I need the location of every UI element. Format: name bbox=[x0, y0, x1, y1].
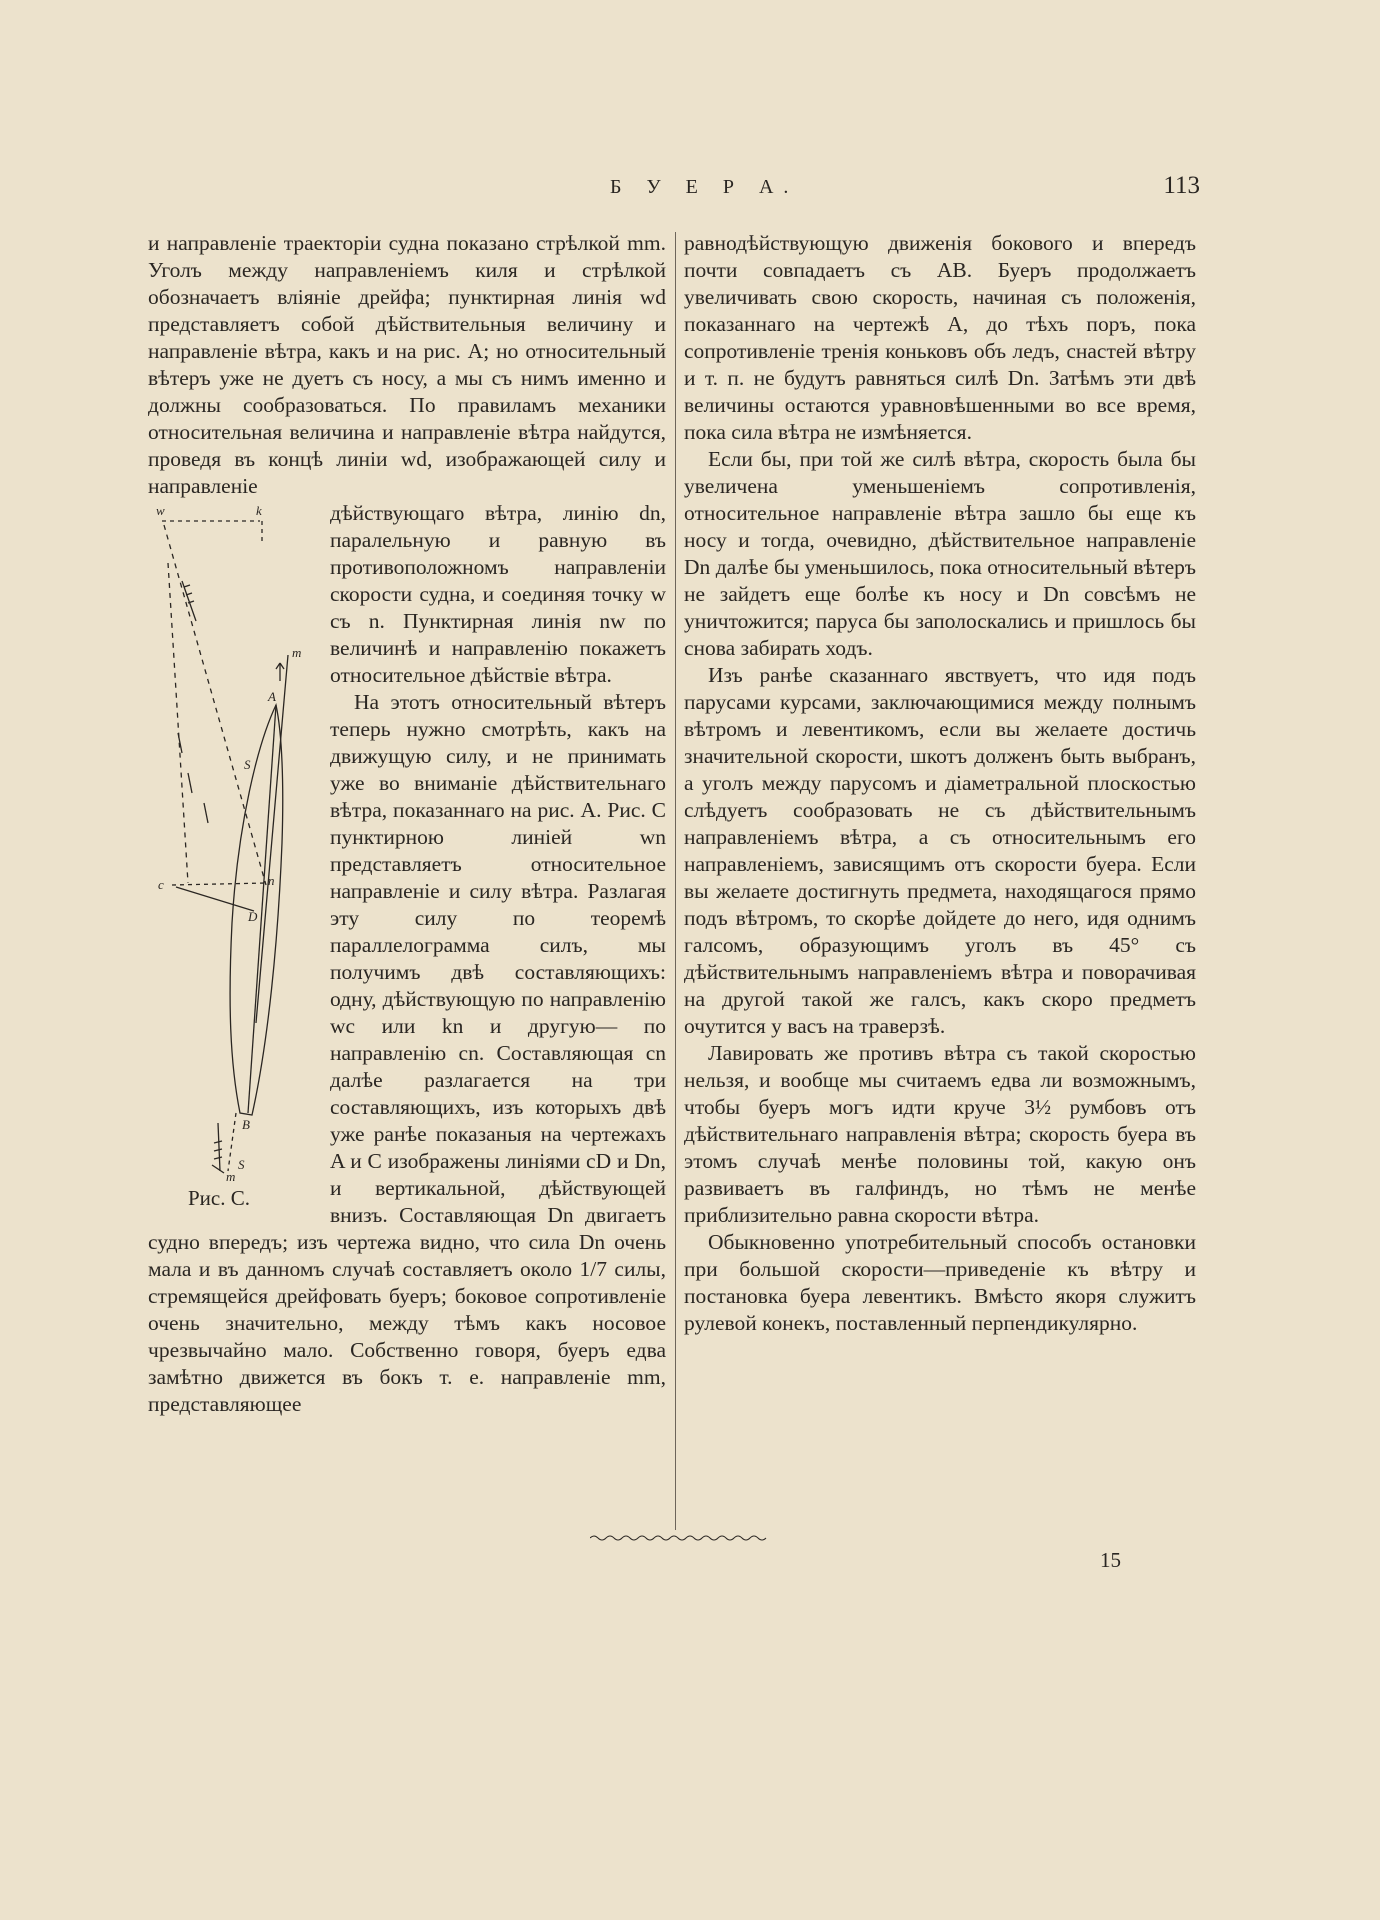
paragraph: Если бы, при той же силѣ вѣтра, скорость была бы увеличена уменьшеніемъ сопротивленія, относительное направленіе вѣтра зашло бы еще къ носу и тогда, очевидно, дѣйствительное направленіе Dn далѣе бы уменьшилось, пока относительный вѣтеръ не зайдетъ еще болѣе къ носу и Dn совсѣмъ не уничтожится; паруса бы заполоскались и пришлось бы снова забирать ходъ. bbox=[684, 447, 1196, 660]
label-s-lower: S bbox=[238, 1157, 245, 1172]
figure-c-diagram bbox=[148, 503, 316, 1203]
running-head: Б У Е Р А. bbox=[610, 176, 799, 198]
figure-c bbox=[148, 503, 316, 1213]
bottom-ornament bbox=[590, 1533, 770, 1543]
page-number: 113 bbox=[1163, 172, 1200, 199]
paragraph: Изъ ранѣе сказаннаго явствуетъ, что идя подъ парусами курсами, заключающимися между полнымъ вѣтромъ и левентикомъ, если вы желаете достичь значительной скорости, шкотъ долженъ быть выбранъ, а уголъ между парусомъ и діаметральной плоскостью слѣдуетъ сообразовать не съ дѣйствительнымъ направленіемъ вѣтра, а съ относительнымъ его направленіемъ, зависящимъ отъ скорости буера. Если вы желаете достигнуть предмета, находящагося прямо подъ вѣтромъ, то скорѣе дойдете до него, идя однимъ галсомъ, образующимъ уголъ въ 45° съ дѣйствительнымъ направленіемъ вѣтра и поворачивая на другой такой же галсъ, какъ скоро предметъ очутится у васъ на траверзѣ. bbox=[684, 663, 1196, 1038]
label-w: w bbox=[156, 503, 165, 518]
label-s-upper: S bbox=[244, 757, 251, 772]
paragraph: На этотъ относительный вѣтеръ теперь нужно смотрѣть, какъ на движущую силу, и не принимать уже во вниманіе дѣйствительнаго вѣтра, показаннаго на рис. A. Рис. C пунктирною линіей wn представляетъ относительное направленіе и силу вѣтра. Разлагая эту силу по теоремѣ параллелограмма силъ, мы получимъ двѣ составляющихъ: одну, дѣйствующую по направленію wc или kn и другую— по направленію cn. Составляющая cn далѣе разлагается на три составляющихъ, изъ которыхъ двѣ уже ранѣе показаныя на чертежахъ A и C изображены линіями cD и Dn, и вертикальной, дѣйствующей внизъ. Составляющая Dn двигаетъ судно впередъ; изъ чертежа видно, что сила Dn очень мала и въ данномъ случаѣ составляетъ около 1/7 силы, стремящейся дрейфовать буеръ; боковое сопротивленіе очень значительно, между тѣмъ какъ носовое чрезвычайно мало. Собственно говоря, буеръ едва замѣтно движется въ бокъ т. е. направленіе mm, представляющее bbox=[148, 690, 666, 1416]
label-k: k bbox=[256, 503, 262, 518]
page-header bbox=[140, 172, 1200, 206]
column-divider bbox=[675, 232, 676, 1530]
paragraph: Обыкновенно употребительный способъ остановки при большой скорости—приведеніе къ вѣтру и постановка буера левентикъ. Вмѣсто якоря служитъ рулевой конекъ, поставленный перпендикулярно. bbox=[684, 1230, 1196, 1335]
right-column bbox=[684, 230, 1196, 1337]
label-m-top: m bbox=[292, 645, 302, 660]
left-column bbox=[148, 230, 666, 1418]
signature-mark: 15 bbox=[1100, 1548, 1121, 1572]
label-b: B bbox=[242, 1117, 250, 1132]
label-a: A bbox=[268, 689, 276, 704]
paragraph: равнодѣйствующую движенія бокового и впередъ почти совпадаетъ съ AB. Буеръ продолжаетъ увеличивать свою скорость, начиная съ положенія, показаннаго на чертежѣ A, до тѣхъ поръ, пока сопротивленіе тренія коньковъ объ ледъ, снастей вѣтру и т. п. не будутъ равняться силѣ Dn. Затѣмъ эти двѣ величины остаются уравновѣшенными во все время, пока сила вѣтра не измѣняется. bbox=[684, 231, 1196, 444]
figure-caption: Рис. C. bbox=[188, 1186, 250, 1210]
paragraph: Лавировать же противъ вѣтра съ такой скоростью нельзя, и вообще мы считаемъ едва ли возможнымъ, чтобы буеръ могъ идти круче 3½ румбовъ отъ дѣйствительнаго направленія вѣтра; скорость буера въ этомъ случаѣ менѣе половины той, какую онъ развиваетъ въ галфиндъ, но тѣмъ не менѣе приблизительно равна скорости вѣтра. bbox=[684, 1041, 1196, 1227]
label-d: D bbox=[248, 909, 258, 924]
label-n: n bbox=[268, 873, 275, 888]
paragraph: дѣйствующаго вѣтра, линію dn, паралельную и равную въ противоположномъ направленіи скорости судна, и соединяя точку w съ n. Пунктирная линія nw по величинѣ и направленію покажетъ относительное дѣйствіе вѣтра. bbox=[330, 501, 666, 687]
label-c: c bbox=[158, 877, 164, 892]
paragraph: и направленіе траекторіи судна показано стрѣлкой mm. Уголъ между направленіемъ киля и стрѣлкой обозначаетъ вліяніе дрейфа; пунктирная линія wd представляетъ собой дѣйствительныя величину и направленіе вѣтра, какъ и на рис. A; но относительный вѣтеръ уже не дуетъ съ носу, а мы съ нимъ именно и должны сообразоваться. По правиламъ механики относительная величина и направленіе вѣтра найдутся, проведя въ концѣ линіи wd, изображающей силу и направленіе bbox=[148, 231, 666, 498]
label-m-bottom: m bbox=[226, 1169, 236, 1184]
